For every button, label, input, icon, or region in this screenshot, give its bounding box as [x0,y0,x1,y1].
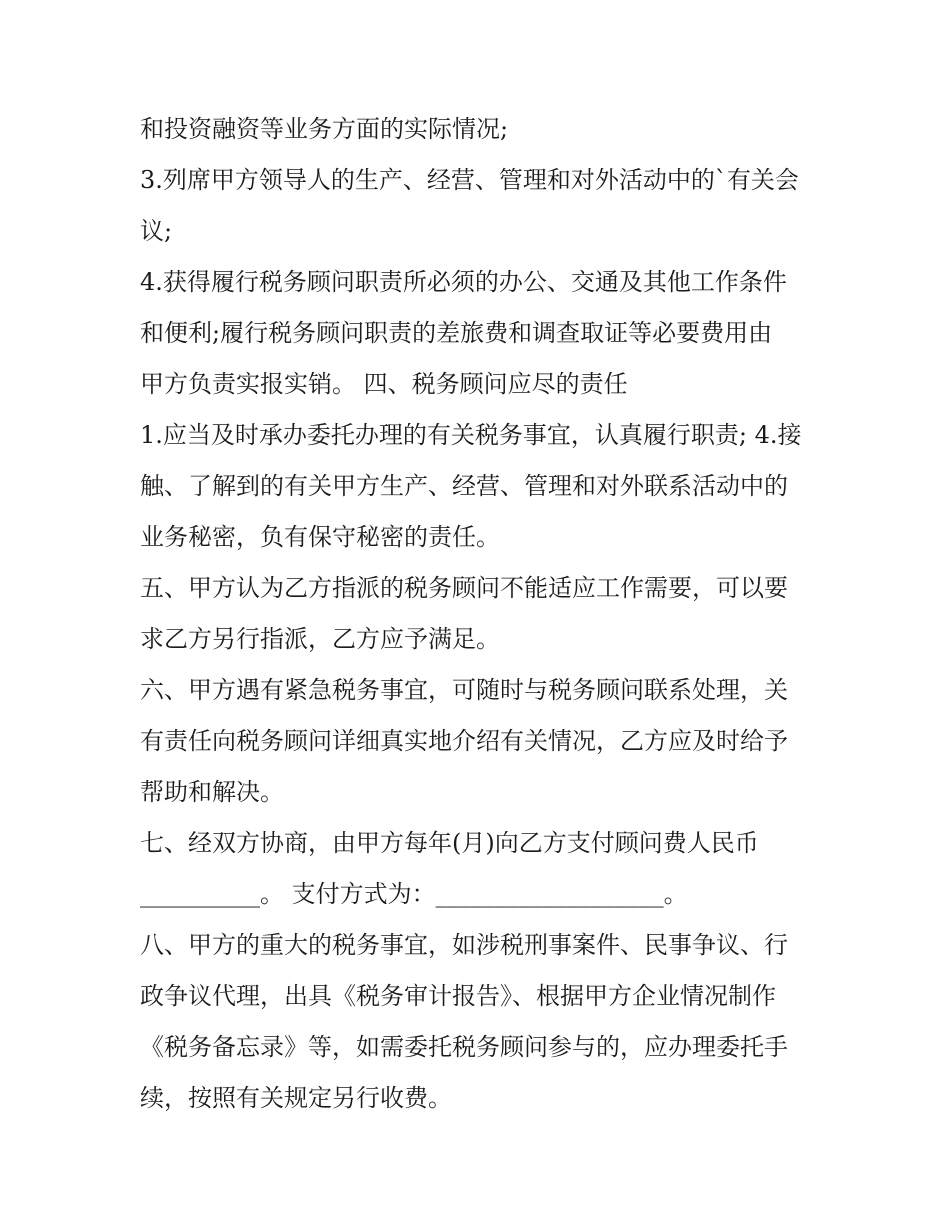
text-line: 政争议代理，出具《税务审计报告》、根据甲方企业情况制作 [140,982,776,1010]
text-line: 六、甲方遇有紧急税务事宜，可随时与税务顾问联系处理，关 [140,676,788,704]
text-line: 续，按照有关规定另行收费。 [140,1084,452,1112]
document-body [140,104,820,1124]
text-line: 业务秘密，负有保守秘密的责任。 [140,523,500,551]
text-line: 《税务备忘录》等，如需委托税务顾问参与的，应办理委托手 [140,1033,788,1061]
text-line: 帮助和解决。 [140,778,284,806]
text-line: 和便利;履行税务顾问职责的差旅费和调查取证等必要费用由 [140,319,773,347]
text-line: 甲方负责实报实销。 四、税务顾问应尽的责任 [140,370,628,398]
text-line: 1.应当及时承办委托办理的有关税务事宜，认真履行职责; 4.接 [140,421,802,449]
text-line: 3.列席甲方领导人的生产、经营、管理和对外活动中的`有关会 [140,166,799,194]
text-line: 七、经双方协商，由甲方每年(月)向乙方支付顾问费人民币 [140,829,759,857]
text-line: 议; [140,217,173,245]
text-line: 求乙方另行指派，乙方应予满足。 [140,625,500,653]
text-line: 和投资融资等业务方面的实际情况; [140,115,509,143]
text-line: 八、甲方的重大的税务事宜，如涉税刑事案件、民事争议、行 [140,931,788,959]
text-line: 触、了解到的有关甲方生产、经营、管理和对外联系活动中的 [140,472,788,500]
text-line: __________。 支付方式为：___________________。 [140,880,688,908]
text-line: 有责任向税务顾问详细真实地介绍有关情况，乙方应及时给予 [140,727,788,755]
text-line: 五、甲方认为乙方指派的税务顾问不能适应工作需要，可以要 [140,574,788,602]
text-line: 4.获得履行税务顾问职责所必须的办公、交通及其他工作条件 [140,268,787,296]
